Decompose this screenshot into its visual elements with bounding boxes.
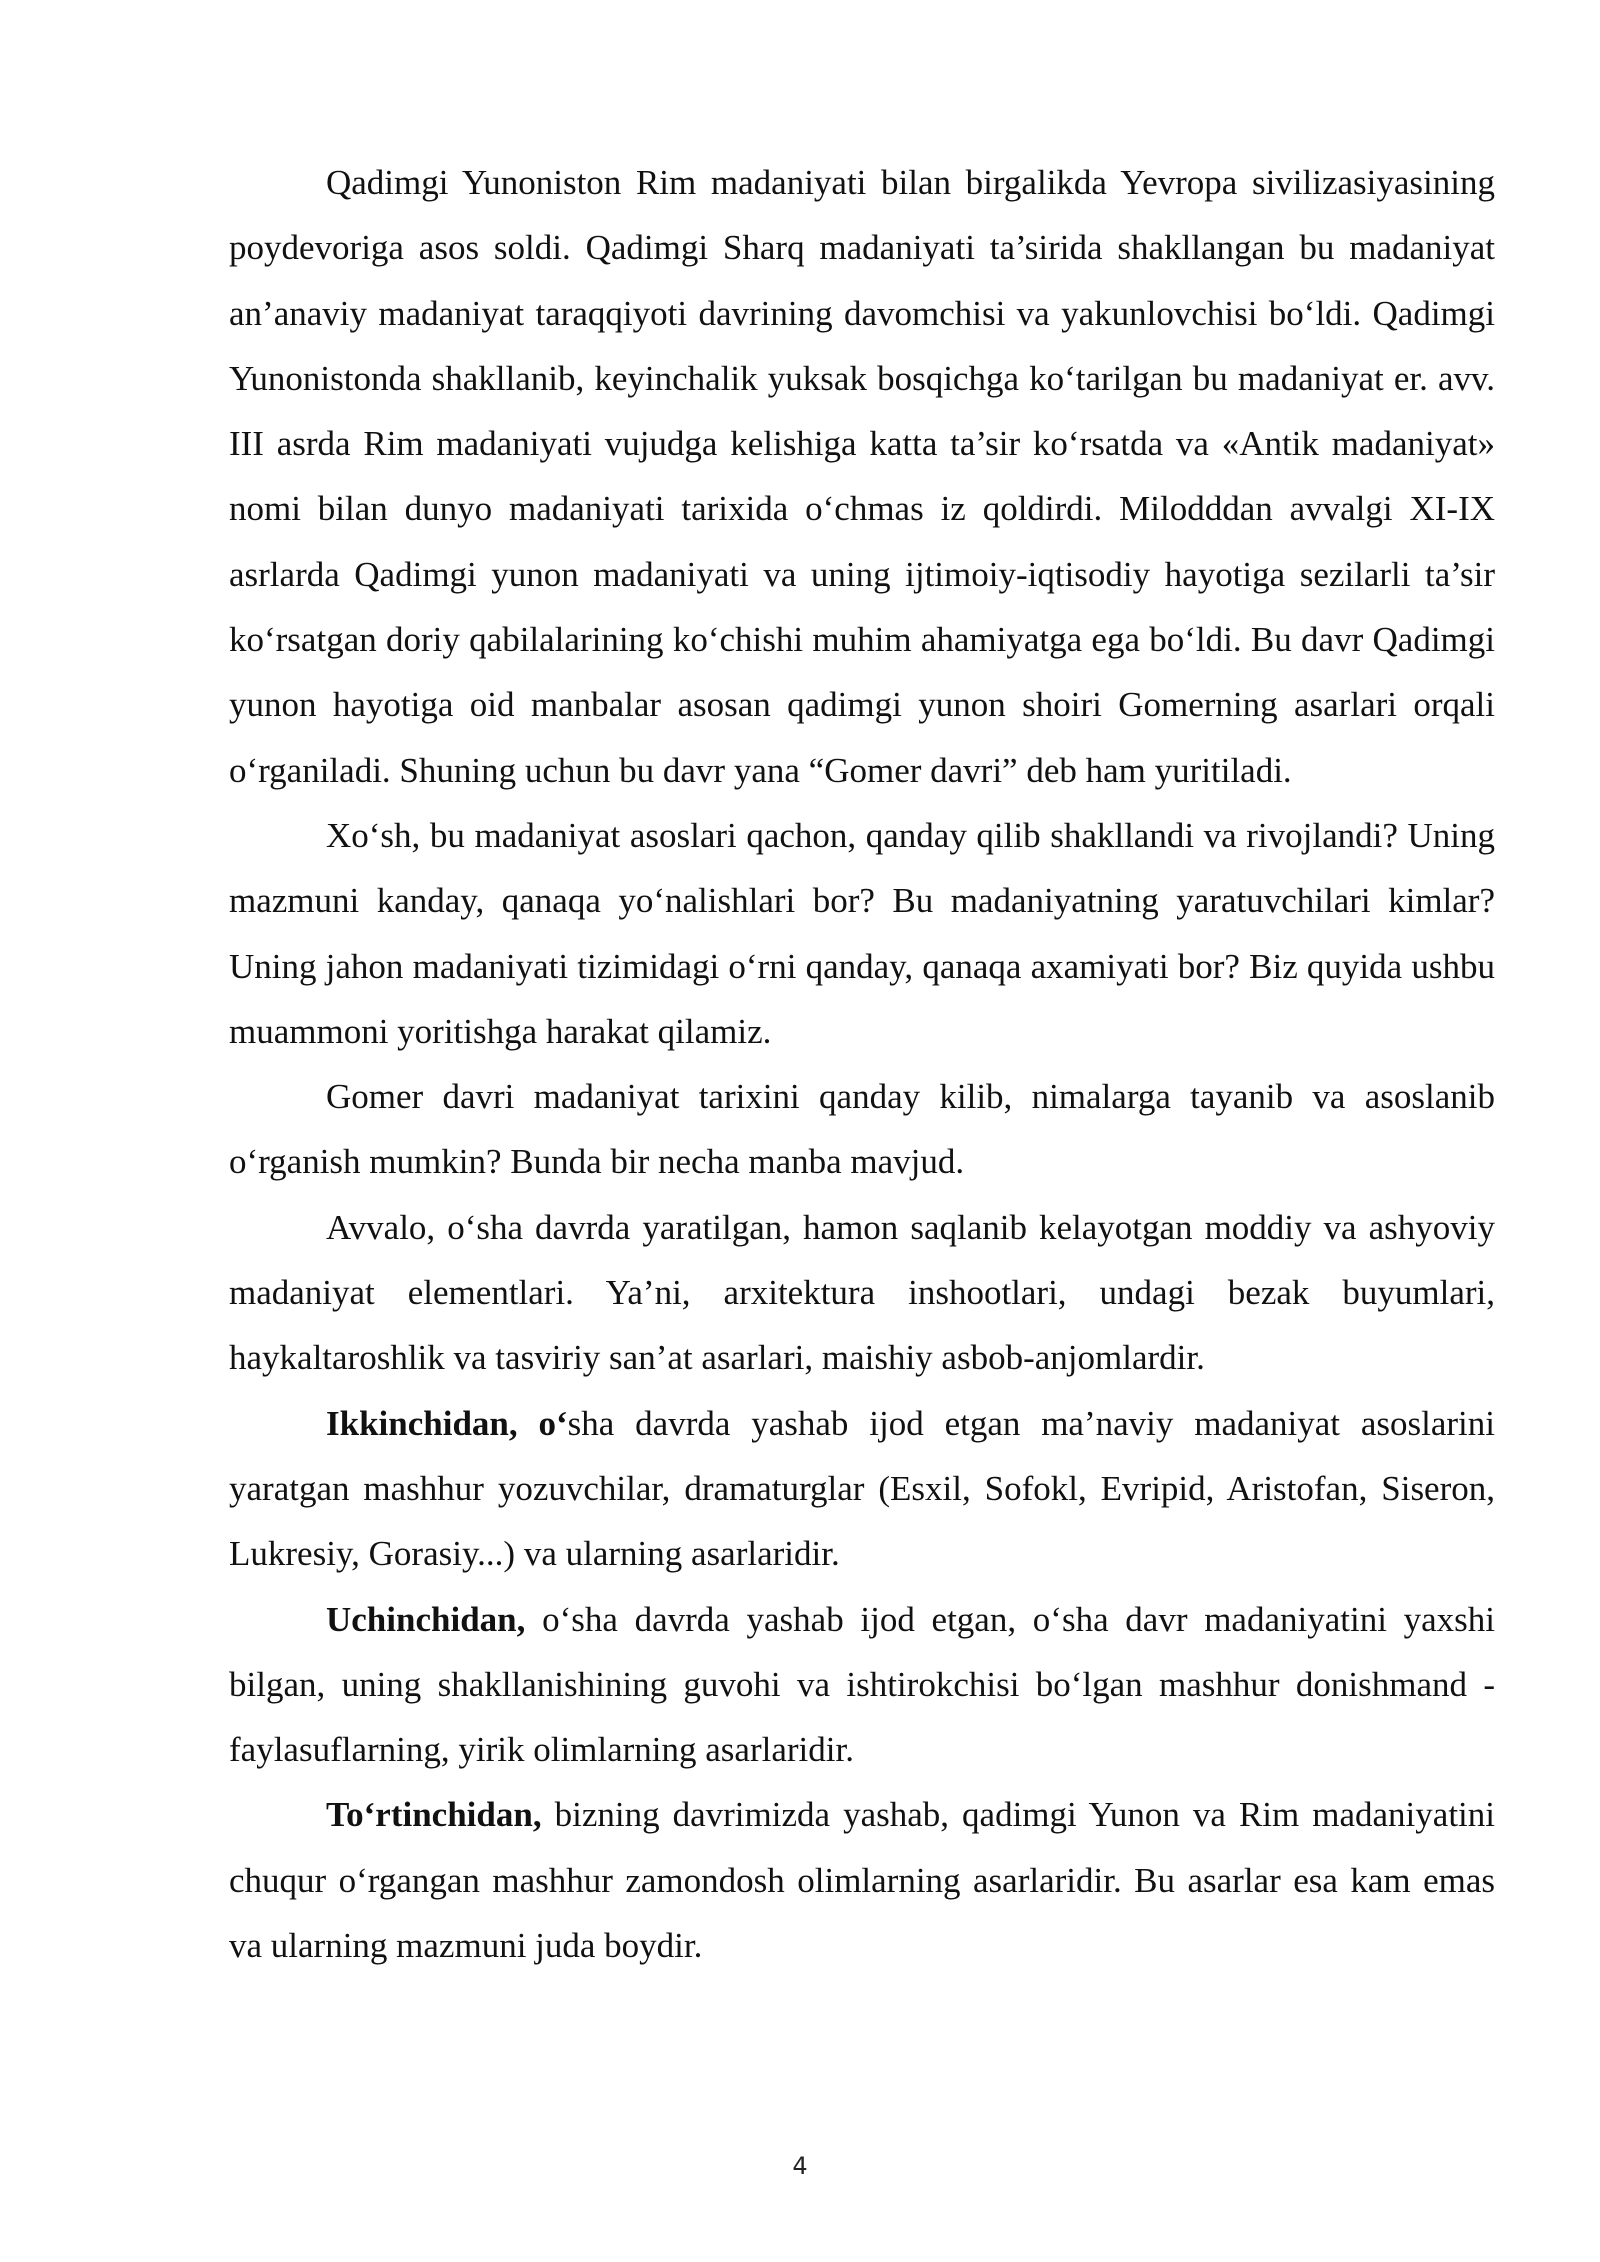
- paragraph-5-text: sha davrda yashab ijod etgan ma’naviy madaniyat asoslarini yaratgan mashhur yozuvchilar, dramaturglar (Esxil, Sofokl, Evripid, Aristofan, Siseron, Lukresiy, Gorasiy...) va ularning asarlaridir.: [229, 1403, 1495, 1574]
- paragraph-2-text: Xo‘sh, bu madaniyat asoslari qachon, qanday qilib shakllandi va rivojlandi? Uning mazmuni kanday, qanaqa yo‘nalishlari bor? Bu madaniyatning yaratuvchilari kimlar? Uning jahon madaniyati tizimidagi o‘rni qanday, qanaqa axamiyati bor? Biz quyida ushbu muammoni yoritishga harakat qilamiz.: [229, 815, 1495, 1051]
- paragraph-3-text: Gomer davri madaniyat tarixini qanday kilib, nimalarga tayanib va asoslanib o‘rganish mumkin? Bunda bir necha manba mavjud.: [229, 1077, 1495, 1182]
- paragraph-7-text: bizning davrimizda yashab, qadimgi Yunon va Rim madaniyatini chuqur o‘rgangan mashhur zamondosh olimlarning asarlaridir. Bu asarlar esa kam emas va ularning mazmuni juda boydir.: [229, 1795, 1495, 1966]
- paragraph-6-text: o‘sha davrda yashab ijod etgan, o‘sha davr madaniyatini yaxshi bilgan, uning shakllanishining guvohi va ishtirokchisi bo‘lgan mashhur donishmand - faylasuflarning, yirik olimlarning asarlaridir.: [229, 1599, 1495, 1770]
- paragraph-6: [229, 1587, 1495, 1783]
- document-page: [229, 150, 1495, 1978]
- paragraph-1: [229, 150, 1495, 803]
- page-number: 4: [792, 2152, 808, 2180]
- paragraph-2: [229, 803, 1495, 1064]
- paragraph-3: [229, 1064, 1495, 1195]
- paragraph-5: [229, 1391, 1495, 1587]
- paragraph-7: [229, 1782, 1495, 1978]
- paragraph-4-text: Avvalo, o‘sha davrda yaratilgan, hamon saqlanib kelayotgan moddiy va ashyoviy madaniyat elementlari. Ya’ni, arxitektura inshootlari, undagi bezak buyumlari, haykaltaroshlik va tasviriy san’at asarlari, maishiy asbob-anjomlardir.: [229, 1207, 1495, 1378]
- paragraph-5-lead: Ikkinchidan, o‘: [326, 1403, 568, 1443]
- paragraph-4: [229, 1195, 1495, 1391]
- paragraph-7-lead: To‘rtinchidan,: [326, 1795, 542, 1835]
- paragraph-1-text: Qadimgi Yunoniston Rim madaniyati bilan birgalikda Yevropa sivilizasiyasining poydevoriga asos soldi. Qadimgi Sharq madaniyati ta’sirida shakllangan bu madaniyat an’anaviy madaniyat taraqqiyoti davrining davomchisi va yakunlovchisi bo‘ldi. Qadimgi Yunonistonda shakllanib, keyinchalik yuksak bosqichga ko‘tarilgan bu madaniyat er. avv. III asrda Rim madaniyati vujudga kelishiga katta ta’sir ko‘rsatda va «Antik madaniyat» nomi bilan dunyo madaniyati tarixida o‘chmas iz qoldirdi. Milodddan avvalgi XI-IX asrlarda Qadimgi yunon madaniyati va uning ijtimoiy-iqtisodiy hayotiga sezilarli ta’sir ko‘rsatgan doriy qabilalarining ko‘chishi muhim ahamiyatga ega bo‘ldi. Bu davr Qadimgi yunon hayotiga oid manbalar asosan qadimgi yunon shoiri Gomerning asarlari orqali o‘rganiladi. Shuning uchun bu davr yana “Gomer davri” deb ham yuritiladi.: [229, 163, 1495, 790]
- paragraph-6-lead: Uchinchidan,: [326, 1599, 526, 1639]
